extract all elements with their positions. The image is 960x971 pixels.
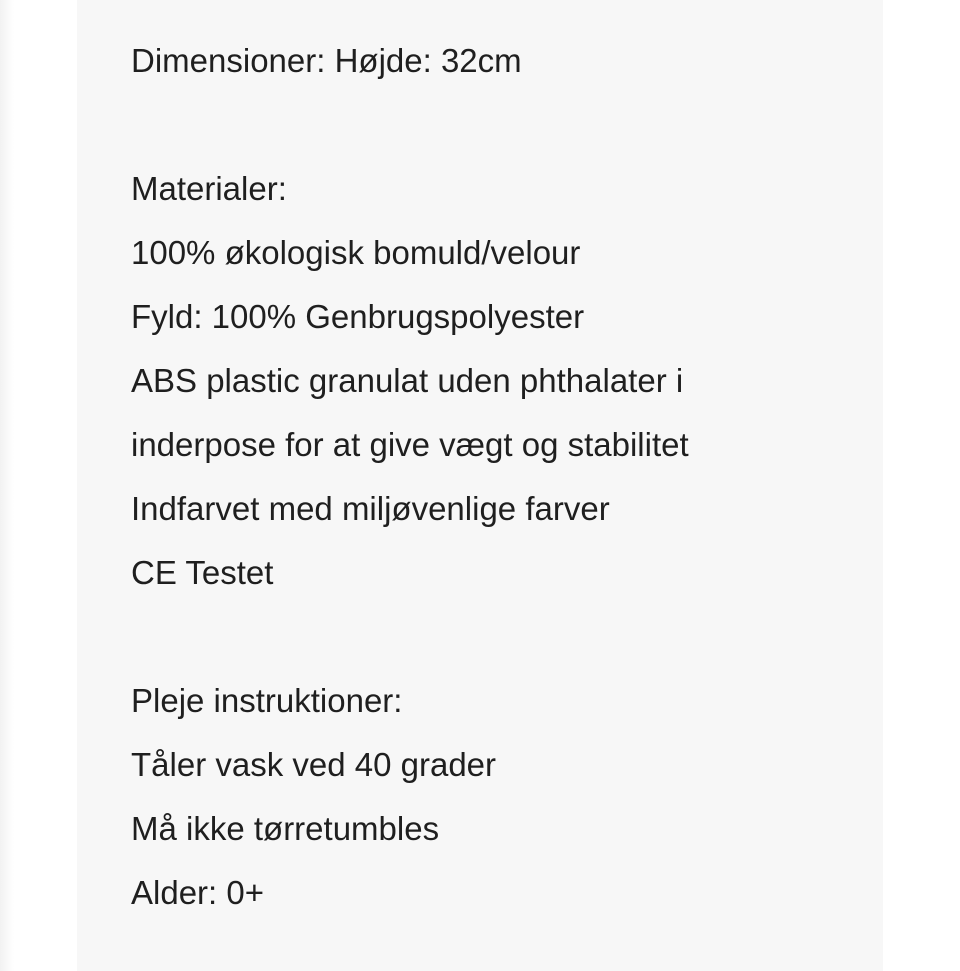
materials-line: ABS plastic granulat uden phthalater i bbox=[131, 362, 684, 399]
product-description-text bbox=[131, 29, 689, 925]
dimensions-line: Dimensioner: Højde: 32cm bbox=[131, 42, 522, 79]
materials-line: inderpose for at give vægt og stabilitet bbox=[131, 426, 689, 463]
materials-heading: Materialer: bbox=[131, 170, 287, 207]
age-line: Alder: 0+ bbox=[131, 874, 264, 911]
blank-line bbox=[131, 605, 689, 669]
materials-line: CE Testet bbox=[131, 554, 274, 591]
care-line: Tåler vask ved 40 grader bbox=[131, 746, 497, 783]
materials-line: Indfarvet med miljøvenlige farver bbox=[131, 490, 610, 527]
materials-line: Fyld: 100% Genbrugspolyester bbox=[131, 298, 585, 335]
care-line: Må ikke tørretumbles bbox=[131, 810, 440, 847]
materials-line: 100% økologisk bomuld/velour bbox=[131, 234, 581, 271]
care-heading: Pleje instruktioner: bbox=[131, 682, 403, 719]
left-edge-shadow bbox=[0, 0, 14, 971]
blank-line bbox=[131, 93, 689, 157]
